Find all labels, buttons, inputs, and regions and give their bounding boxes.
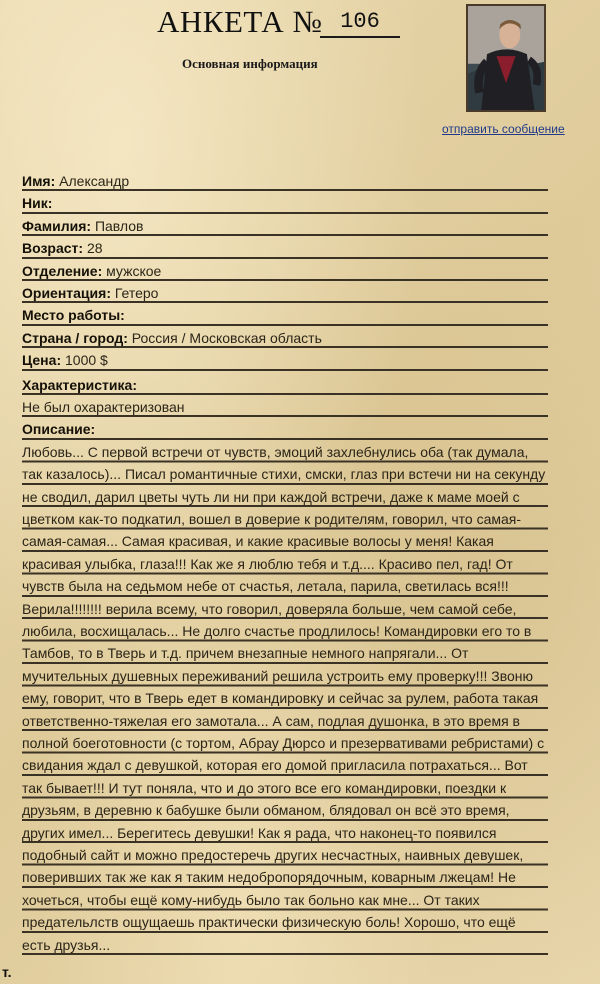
profile-number-underline (320, 36, 400, 38)
description-text: Любовь... С первой встречи от чувств, эмоций захлебнулись оба (так думала, так казалось)... Писал романтичные стихи, смски, глаз при встечи ни на секунду не сводил, дарил цветы чуть ли ни при каждой встречи, даже к маме моей с цветком как-то подкатил, вошел в доверие к родителям, говорил, что самая-самая-самая... Самая красивая, и какие красивые волосы у меня! Какая красивая улыбка, глаза!!! Как же я люблю тебя и т.д.... Красиво пел, гад! От чувств была на седьмом небе от счастья, летала, парила, светилась вся!!! Верила!!!!!!!! верила всему, что говорил, доверяла больше, чем самой себе, любила, восхищалась... Не долго счастье продлилось! Командировки его то в Тамбов, то в Тверь и т.д. причем внезапные немного напрягали... От мучительных душевных переживаний решила устроить ему проверку!!! Звоню ему, говорит, что в Тверь едет в командировку и сейчас за рулем, работа такая ответственно-тяжелая его замотала... А сам, подлая душонка, в это время в полной боеготовности (с тортом, Абрау Дюрсо и презервативами ребристами) с свидания ждал с девушкой, которая его домой пригласила потрахаться... Вот так бывает!!! И тут поняла, что и до этого все его командировки, поездки к друзьям, в деревню к бабушке были обманом, блядовал он всё это время, других имел... Берегитесь девушки! Как я рада, что наконец-то появился подобный сайт и можно предостеречь других несчастных, наивных девушек, поверивших так же как я таким недобропорядочным, коварным лжецам! Не хочеться, чтобы ещё кому-нибудь было так больно как мне... От таких предательлств ощущаешь практически физическую боль! Хорошо, что ещё есть друзья... (22, 441, 548, 956)
field-name: Имя: Александр (22, 170, 548, 192)
field-value: 1000 $ (65, 352, 108, 369)
description-label: Описание (22, 421, 91, 438)
field-value: Гетеро (114, 284, 159, 301)
characteristic-value: Не был охарактеризован (22, 398, 185, 415)
profile-number: 106 (340, 9, 380, 34)
field-label: Место работы (22, 307, 121, 324)
field-label: Имя (22, 173, 51, 189)
corner-mark: т. (2, 964, 12, 980)
field-label: Ориентация (22, 284, 107, 301)
field-label: Отделение (22, 262, 98, 279)
field-label: Фамилия (22, 217, 87, 234)
description-heading: Описание: (22, 418, 548, 440)
send-message-link[interactable]: отправить сообщение (442, 122, 565, 136)
profile-photo[interactable] (466, 4, 546, 112)
characteristic-heading: Характеристика: (22, 374, 548, 396)
characteristic-value-row (22, 396, 548, 418)
field-label: Страна / город (22, 329, 124, 346)
field-nick: Ник: (22, 192, 548, 214)
field-department: Отделение: мужское (22, 260, 548, 282)
field-value: Россия / Московская область (131, 329, 322, 346)
field-value: Александр (59, 173, 130, 189)
field-orientation: Ориентация: Гетеро (22, 282, 548, 304)
field-label: Ник (22, 195, 48, 212)
field-workplace: Место работы: (22, 304, 548, 326)
characteristic-label: Характеристика (22, 376, 133, 393)
field-label: Возраст (22, 240, 79, 257)
field-surname: Фамилия: Павлов (22, 215, 548, 237)
person-photo-icon (468, 6, 544, 110)
field-price: Цена: 1000 $ (22, 349, 548, 371)
field-label: Цена (22, 352, 57, 369)
section-subtitle: Основная информация (182, 56, 318, 71)
field-country-city: Страна / город: Россия / Московская область (22, 327, 548, 349)
field-value: Павлов (94, 217, 144, 234)
field-age: Возраст: 28 (22, 237, 548, 259)
field-value: мужское (106, 262, 162, 279)
page-title: АНКЕТА № (157, 4, 323, 39)
field-value: 28 (86, 240, 103, 257)
profile-form (22, 170, 548, 956)
